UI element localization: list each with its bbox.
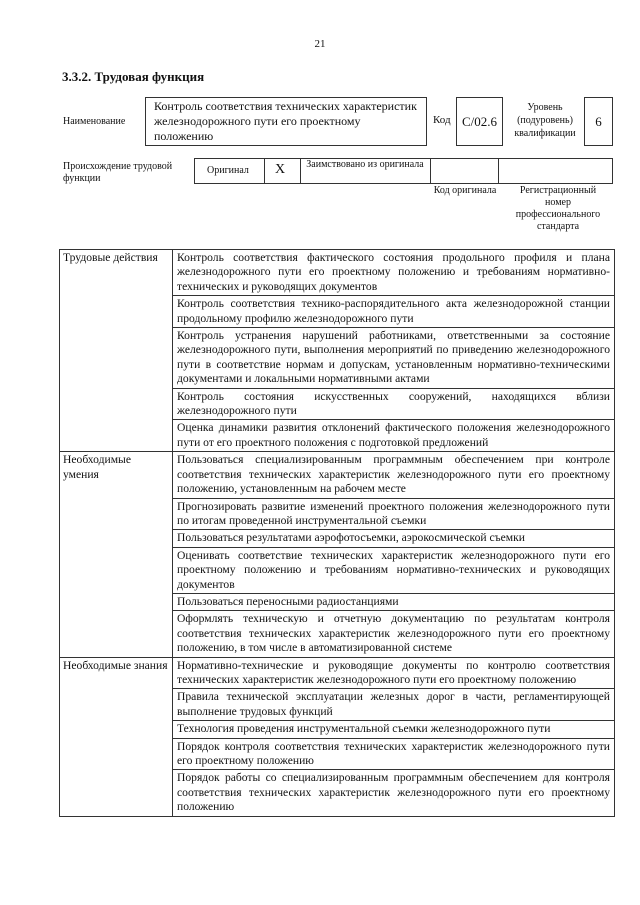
table-item: Контроль соответствия фактического состояния продольного профиля и плана железнодорожного пути его проектному положению и требованиям нормативно-технических и руководящих документов (173, 250, 615, 296)
page-number: 21 (314, 38, 326, 50)
section-title: 3.3.2. Трудовая функция (62, 69, 205, 84)
table-item: Оценивать соответствие технических характеристик железнодорожного пути его проектному положению и требованиям нормативно-технических и руководящих документов (173, 547, 615, 593)
table-row (60, 250, 615, 296)
code-label: Код (433, 114, 451, 126)
table-item: Нормативно-технические и руководящие документы по контролю соответствия технических характеристик железнодорожного пути его проектному положению (173, 657, 615, 689)
table-item: Контроль соответствия технико-распорядительного акта железнодорожной станции продольному профилю железнодорожного пути (173, 296, 615, 328)
name-label: Наименование (63, 116, 126, 127)
origin-row (194, 158, 613, 184)
level-box (584, 97, 613, 146)
original-mark-cell (265, 159, 301, 183)
function-name: Контроль соответствия технических характеристик железнодорожного пути его проектному положению (154, 99, 417, 143)
table-item: Пользоваться специализированным программным обеспечением при контроле соответствия технических характеристик железнодорожного пути его проектному положению, установленным на рабочем месте (173, 452, 615, 498)
table-item: Оформлять техническую и отчетную документацию по результатам контроля соответствия технических характеристик железнодорожного пути его проектному положению, в том числе в автоматизированной системе (173, 611, 615, 657)
section-title-cell: Трудовые действия (60, 250, 173, 452)
reg-caption: Регистрационный номер профессионального стандарта (515, 185, 601, 232)
table-item: Порядок работы со специализированным программным обеспечением для контроля соответствия технических характеристик железнодорожного пути его проектному положению (173, 770, 615, 816)
table-item: Порядок контроля соответствия технических характеристик железнодорожного пути его проектному положению (173, 738, 615, 770)
section-title-cell: Необходимые знания (60, 657, 173, 816)
table-item: Прогнозировать развитие изменений проектного положения железнодорожного пути по итогам проведенной инструментальной съемки (173, 498, 615, 530)
section-title-cell: Необходимые умения (60, 452, 173, 657)
borrowed-label: Заимствовано из оригинала (306, 159, 424, 170)
table-item: Контроль устранения нарушений работниками, ответственными за состояние железнодорожного пути, выполнения мероприятий по приведению железнодорожного пути в соответствие нормам и допускам, установленным нормативно-техническими документами и локальными нормативными актами (173, 328, 615, 389)
table-item: Правила технической эксплуатации железных дорог в части, регламентирующей выполнение трудовых функций (173, 689, 615, 721)
table-item: Контроль состояния искусственных сооружений, находящихся вблизи железнодорожного пути (173, 388, 615, 420)
origin-label: Происхождение трудовой функции (63, 161, 173, 184)
function-table (59, 249, 615, 817)
code-box (456, 97, 503, 146)
function-name-box (145, 97, 427, 146)
original-cell (195, 159, 265, 183)
table-item: Пользоваться результатами аэрофотосъемки, аэрокосмической съемки (173, 530, 615, 547)
origin-code-cell (431, 159, 499, 183)
level-value: 6 (595, 113, 602, 129)
table-item: Оценка динамики развития отклонений фактического положения железнодорожного пути от его проектного положения с подготовкой предложений (173, 420, 615, 452)
table-item: Пользоваться переносными радиостанциями (173, 593, 615, 610)
table-row (60, 452, 615, 498)
level-label: Уровень (подуровень) квалификации (514, 102, 576, 139)
original-mark: X (275, 162, 286, 177)
code-value: С/02.6 (461, 113, 498, 129)
original-label: Оригинал (207, 165, 249, 176)
code-caption: Код оригинала (433, 185, 497, 196)
table-item: Технология проведения инструментальной съемки железнодорожного пути (173, 721, 615, 738)
table-row (60, 657, 615, 689)
borrowed-cell (301, 159, 431, 183)
